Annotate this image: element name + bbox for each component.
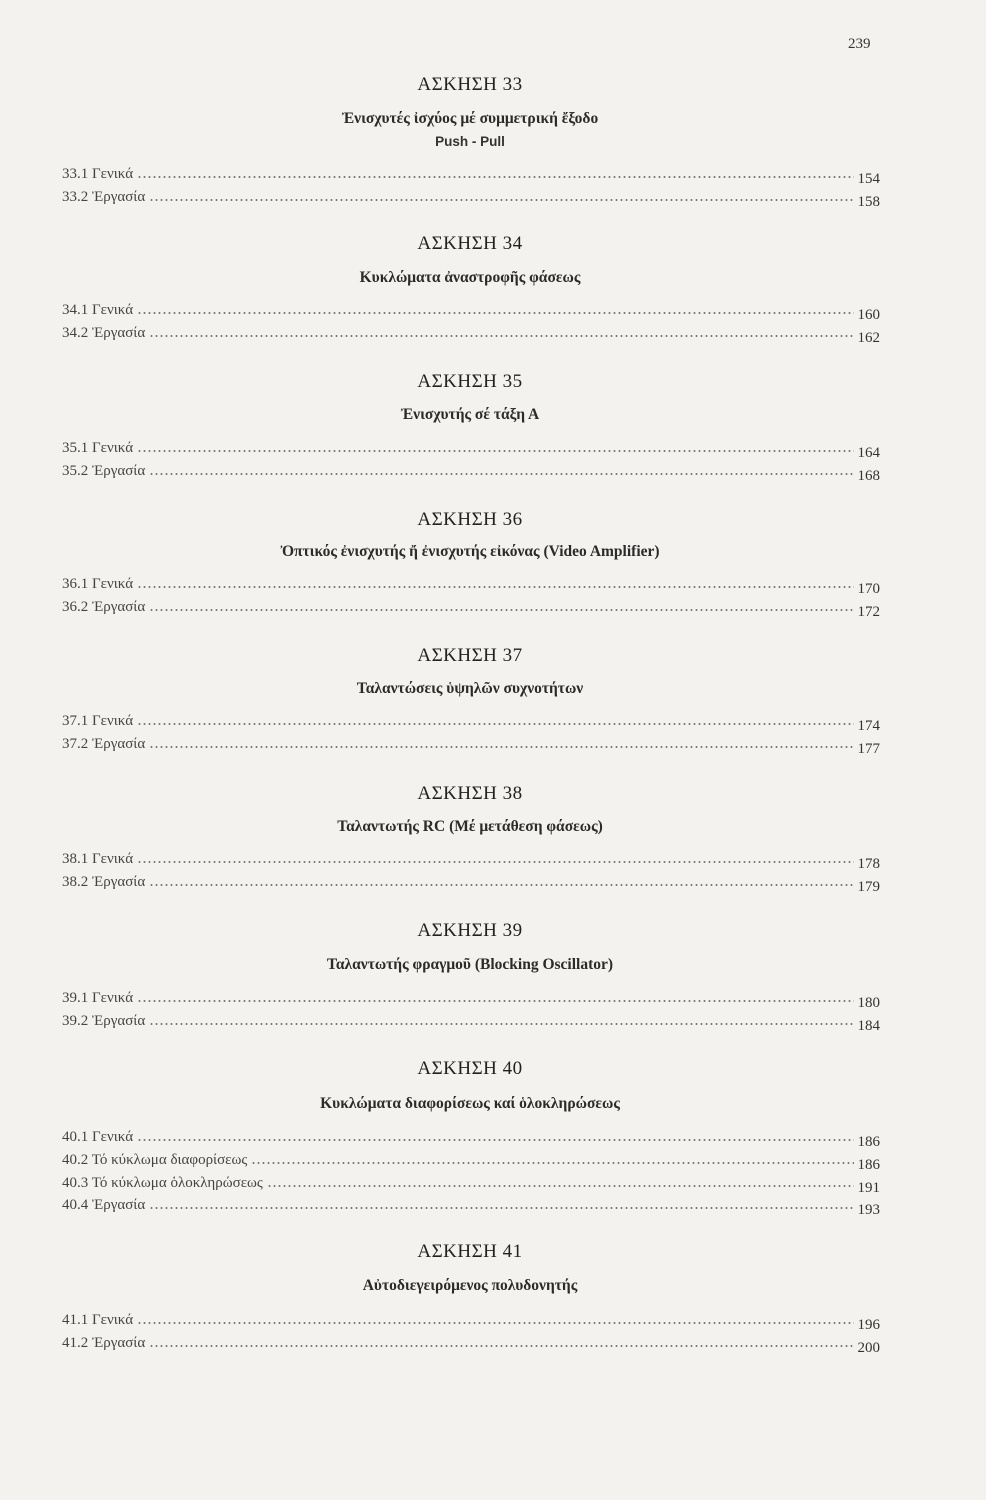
toc-entry-label: 36.1 Γενικά <box>62 576 134 592</box>
toc-entry-label: 37.1 Γενικά <box>62 713 134 729</box>
toc-entry[interactable] <box>62 1332 880 1356</box>
section-subtitle: Αὐτοδιεγειρόμενος πολυδονητής <box>362 1277 578 1294</box>
toc-entry[interactable] <box>62 871 880 895</box>
toc-entry[interactable] <box>62 460 880 484</box>
section-heading: ΑΣΚΗΣΗ 33 <box>417 74 523 95</box>
dot-leader <box>137 311 853 315</box>
section-subtitle: Ἐνισχυτές ἰσχύος μέ συμμετρική ἔξοδο <box>341 110 599 127</box>
toc-entry-label: 38.1 Γενικά <box>62 851 134 867</box>
toc-entry-label: 36.2 Ἐργασία <box>62 599 146 615</box>
toc-entry-page: 186 <box>857 1157 880 1173</box>
toc-entry-label: 35.1 Γενικά <box>62 440 134 456</box>
toc-entry-page: 170 <box>857 581 880 597</box>
toc-entry-label: 40.1 Γενικά <box>62 1129 134 1145</box>
toc-entry-label: 40.3 Τό κύκλωμα ὁλοκληρώσεως <box>62 1175 263 1191</box>
toc-entry-page: 193 <box>857 1202 880 1218</box>
toc-entry-label: 40.2 Τό κύκλωμα διαφορίσεως <box>62 1152 248 1168</box>
toc-entry-label: 37.2 Ἐργασία <box>62 736 146 752</box>
toc-entry-page: 168 <box>857 468 880 484</box>
dot-leader <box>149 1206 853 1210</box>
toc-entry[interactable] <box>62 596 880 620</box>
toc-entry-label: 39.2 Ἐργασία <box>62 1013 146 1029</box>
section-subtitle: Κυκλώματα διαφορίσεως καί ὁλοκληρώσεως <box>320 1095 620 1112</box>
dot-leader <box>137 1321 853 1325</box>
toc-entry-page: 154 <box>857 171 880 187</box>
dot-leader <box>137 722 853 726</box>
section-subtitle: Ὀπτικός ἐνισχυτής ἤ ἐνισχυτής εἰκόνας (Video Amplifier) <box>280 543 660 560</box>
toc-entry[interactable] <box>62 163 880 187</box>
toc-entry-page: 177 <box>857 741 880 757</box>
toc-entry-page: 186 <box>857 1134 880 1150</box>
toc-entry-page: 158 <box>857 194 880 210</box>
toc-entry[interactable] <box>62 299 880 323</box>
toc-entry-label: 34.2 Ἐργασία <box>62 325 146 341</box>
toc-entry[interactable] <box>62 186 880 210</box>
toc-entry[interactable] <box>62 1149 880 1173</box>
section-heading: ΑΣΚΗΣΗ 41 <box>417 1241 523 1262</box>
toc-entry-page: 174 <box>857 718 880 734</box>
toc-entry[interactable] <box>62 1172 880 1196</box>
section-heading: ΑΣΚΗΣΗ 38 <box>417 783 523 804</box>
dot-leader <box>149 1022 853 1026</box>
section-heading: ΑΣΚΗΣΗ 39 <box>417 920 523 941</box>
section-subtitle: Ταλαντωτής φραγμοῦ (Blocking Oscillator) <box>326 956 614 973</box>
toc-entry-label: 34.1 Γενικά <box>62 302 134 318</box>
section-subtitle-secondary: Push - Pull <box>435 134 505 149</box>
toc-entry-page: 180 <box>857 995 880 1011</box>
toc-entry[interactable] <box>62 1194 880 1218</box>
toc-entry-page: 160 <box>857 307 880 323</box>
dot-leader <box>149 745 853 749</box>
dot-leader <box>149 472 853 476</box>
toc-entry-label: 38.2 Ἐργασία <box>62 874 146 890</box>
toc-entry-page: 191 <box>857 1180 880 1196</box>
section-subtitle: Ταλαντωτής RC (Μέ μετάθεση φάσεως) <box>337 818 603 835</box>
dot-leader <box>149 1344 853 1348</box>
toc-entry[interactable] <box>62 710 880 734</box>
section-subtitle: Ἐνισχυτής σέ τάξη Α <box>400 406 540 423</box>
dot-leader <box>137 999 853 1003</box>
toc-entry-label: 39.1 Γενικά <box>62 990 134 1006</box>
dot-leader <box>137 860 853 864</box>
dot-leader <box>149 198 853 202</box>
toc-entry[interactable] <box>62 1010 880 1034</box>
page-number: 239 <box>848 36 871 52</box>
toc-entry-label: 40.4 Ἐργασία <box>62 1197 146 1213</box>
section-heading: ΑΣΚΗΣΗ 40 <box>417 1058 523 1079</box>
section-heading: ΑΣΚΗΣΗ 36 <box>417 509 523 530</box>
toc-entry-label: 33.1 Γενικά <box>62 166 134 182</box>
toc-entry-page: 179 <box>857 879 880 895</box>
section-heading: ΑΣΚΗΣΗ 34 <box>417 233 523 254</box>
toc-entry[interactable] <box>62 322 880 346</box>
section-heading: ΑΣΚΗΣΗ 37 <box>417 645 523 666</box>
toc-entry[interactable] <box>62 987 880 1011</box>
toc-entry-label: 33.2 Ἐργασία <box>62 189 146 205</box>
toc-entry-label: 35.2 Ἐργασία <box>62 463 146 479</box>
toc-entry-page: 178 <box>857 856 880 872</box>
toc-entry[interactable] <box>62 573 880 597</box>
toc-entry-page: 196 <box>857 1317 880 1333</box>
dot-leader <box>137 449 853 453</box>
toc-entry[interactable] <box>62 1126 880 1150</box>
toc-entry-label: 41.2 Ἐργασία <box>62 1335 146 1351</box>
section-subtitle: Κυκλώματα ἀναστροφῆς φάσεως <box>359 269 581 286</box>
toc-entry-page: 200 <box>857 1340 880 1356</box>
toc-entry-page: 184 <box>857 1018 880 1034</box>
dot-leader <box>137 585 853 589</box>
toc-entry-page: 172 <box>857 604 880 620</box>
toc-entry-label: 41.1 Γενικά <box>62 1312 134 1328</box>
section-heading: ΑΣΚΗΣΗ 35 <box>417 371 523 392</box>
dot-leader <box>149 334 853 338</box>
dot-leader <box>149 883 853 887</box>
toc-entry-page: 164 <box>857 445 880 461</box>
section-subtitle: Ταλαντώσεις ὑψηλῶν συχνοτήτων <box>356 680 584 697</box>
toc-entry[interactable] <box>62 848 880 872</box>
toc-entry[interactable] <box>62 1309 880 1333</box>
dot-leader <box>137 1138 853 1142</box>
toc-entry[interactable] <box>62 437 880 461</box>
toc-entry-page: 162 <box>857 330 880 346</box>
toc-entry[interactable] <box>62 733 880 757</box>
dot-leader <box>149 608 853 612</box>
dot-leader <box>267 1184 854 1188</box>
dot-leader <box>251 1161 853 1165</box>
dot-leader <box>137 175 853 179</box>
